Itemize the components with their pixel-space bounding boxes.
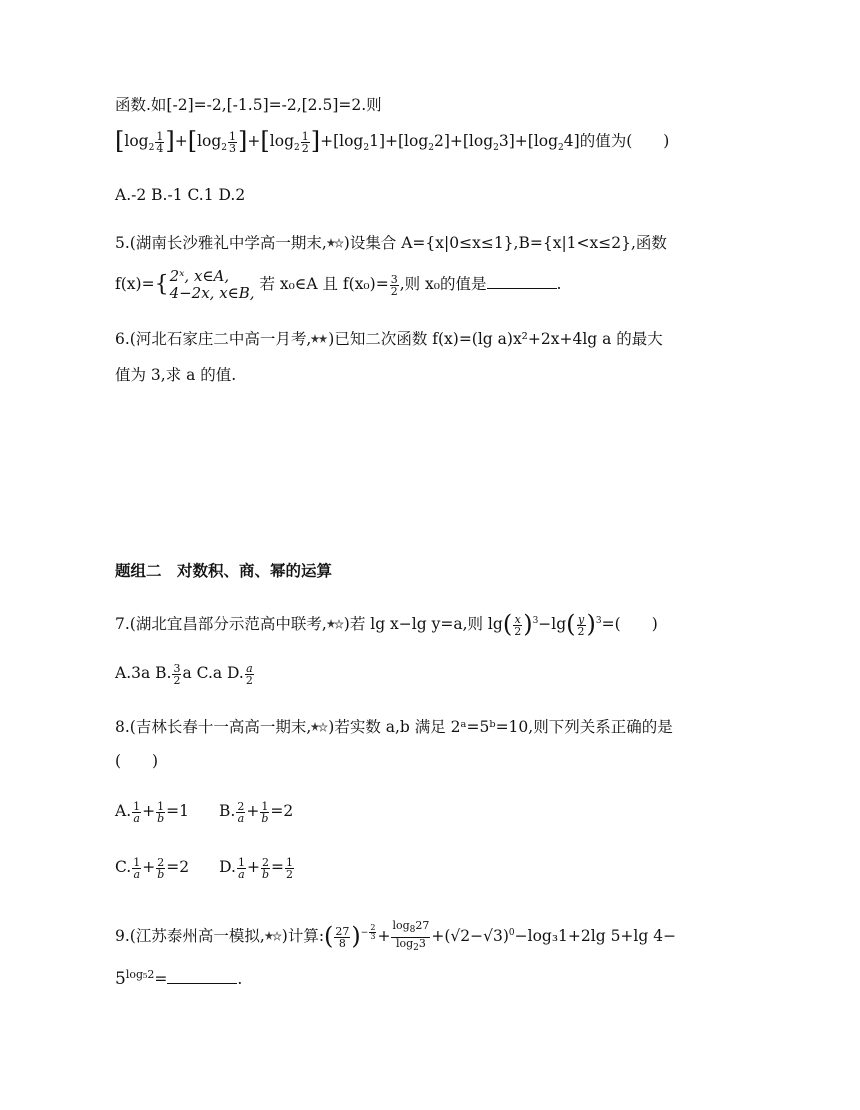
options-line bbox=[115, 184, 245, 206]
piecewise-cases bbox=[170, 268, 255, 302]
question-6-line-2 bbox=[115, 364, 236, 386]
question-6-line bbox=[115, 328, 663, 350]
exponent: log₅2 bbox=[125, 968, 155, 981]
formula-line: [$\log_2$ $\frac{1}{4}$ ]$+[\log_2$ $\frac{1}{3}$ ]$+[\log_2$ $\frac{1}{2}$ ]$+[\log_21]+[\log_22]+[\log_23]+[\log_24]$的值为( ) bbox=[115, 127, 670, 155]
question-tail: 的值为( ) bbox=[579, 132, 670, 150]
question-text: −log₃1+2lg 5+lg 4− bbox=[514, 927, 677, 946]
difficulty-star-icon bbox=[327, 618, 344, 630]
difficulty-star-icon bbox=[265, 930, 282, 942]
case-1: 2ˣ, x∈A, bbox=[169, 267, 230, 285]
section-heading bbox=[115, 560, 332, 582]
question-text: ,则 x₀的值是 bbox=[399, 275, 487, 293]
question-7-line: 7.(湖北宜昌部分示范高中联考, )若 lg x−lg y=a,则 lg( $\frac{x}{2}$ )$^3$−lg( $\frac{y}{2}$ )$^3$=( ) bbox=[115, 610, 658, 639]
question-9-line-2: $5^{log_52}=$ . bbox=[115, 968, 243, 990]
question-text: )计算: bbox=[281, 927, 325, 946]
question-tail: ( ) bbox=[115, 752, 159, 770]
base-number: 5 bbox=[115, 969, 126, 990]
difficulty-star-icon bbox=[327, 237, 344, 249]
option-b: B. $\frac{2}{a}$ + $\frac{1}{b}$ =2 bbox=[219, 799, 294, 825]
difficulty-star-icon bbox=[311, 721, 328, 733]
option-c: C. $\frac{1}{a}$ + $\frac{2}{b}$ =2 bbox=[115, 855, 190, 881]
section-title: 题组二 对数积、商、幂的运算 bbox=[115, 562, 333, 580]
answer-options: A.-2 B.-1 C.1 D.2 bbox=[115, 186, 246, 204]
case-2: 4−2x, x∈B, bbox=[169, 284, 255, 302]
question-text: )设集合 A={x|0≤x≤1},B={x|1<x≤2},函数 bbox=[343, 234, 667, 252]
question-text: )若 lg x−lg y=a,则 lg bbox=[343, 615, 503, 634]
question-source: 7.(湖北宜昌部分示范高中联考, bbox=[115, 615, 327, 634]
question-8-options-2 bbox=[115, 856, 313, 880]
question-text: 值为 3,求 a 的值. bbox=[115, 366, 237, 384]
condition-text: 若 x₀∈A 且 f(x₀)= bbox=[254, 275, 389, 293]
question-9-line: 9.(江苏泰州高一模拟, )计算:( $\frac{27}{8}$ )$^{- \frac{2}{3}}$ + $\frac{\log_827}{\log_23}$ $+(√2-√3)^0-\log_31+2\lg$ 5+lg 4− bbox=[115, 919, 677, 953]
answer-blank[interactable] bbox=[487, 274, 557, 289]
question-tail: =( ) bbox=[601, 615, 658, 634]
answer-options: a C.a D. bbox=[182, 664, 244, 682]
question-source: 5.(湖南长沙雅礼中学高一期末, bbox=[115, 234, 327, 252]
text-segment: 函数.如[-2]=-2,[-1.5]=-2,[2.5]=2.则 bbox=[115, 96, 382, 114]
question-text: )若实数 a,b 满足 2ᵃ=5ᵇ=10,则下列关系正确的是 bbox=[328, 718, 673, 736]
text-line bbox=[115, 94, 382, 116]
question-7-options: A.3a B. $\frac{3}{2}$ a C.a D. $\frac{a}{2}$ bbox=[115, 661, 253, 687]
question-8-line bbox=[115, 716, 673, 738]
question-text: −lg bbox=[538, 615, 567, 634]
question-source: 8.(吉林长春十一高高一期末, bbox=[115, 718, 312, 736]
question-8-line-2 bbox=[115, 750, 158, 772]
floor-log-term: [$\log_2$ $\frac{1}{2}$ ] bbox=[260, 127, 321, 155]
answer-blank[interactable] bbox=[167, 969, 237, 984]
option-a: A. $\frac{1}{a}$ + $\frac{1}{b}$ =1 bbox=[115, 799, 190, 825]
equals-sign: = bbox=[154, 970, 168, 989]
question-text: )已知二次函数 f(x)=(lg a)x²+2x+4lg a 的最大 bbox=[328, 330, 663, 348]
question-5-function: f(x)={ 2ˣ, x∈A, 4−2x, x∈B, 若 x₀∈A 且 f(x₀)= $\frac{3}{2}$ ,则 x₀的值是 . bbox=[115, 267, 562, 302]
question-5-line bbox=[115, 232, 667, 254]
floor-log-term: [$\log_2$ $\frac{1}{4}$ ] bbox=[115, 127, 175, 155]
option-d: D. $\frac{1}{a}$ + $\frac{2}{b}$ = $\frac{1}{2}$ bbox=[219, 855, 293, 881]
function-label: f(x)= bbox=[115, 275, 155, 293]
question-8-options-1 bbox=[115, 800, 311, 824]
question-source: 9.(江苏泰州高一模拟, bbox=[115, 927, 265, 946]
answer-options: A.3a B. bbox=[115, 664, 172, 682]
question-source: 6.(河北石家庄二中高一月考, bbox=[115, 330, 312, 348]
difficulty-star-icon bbox=[311, 333, 328, 345]
floor-log-term: [$\log_2$ $\frac{1}{3}$ ] bbox=[187, 127, 248, 155]
brace: { bbox=[154, 272, 169, 297]
